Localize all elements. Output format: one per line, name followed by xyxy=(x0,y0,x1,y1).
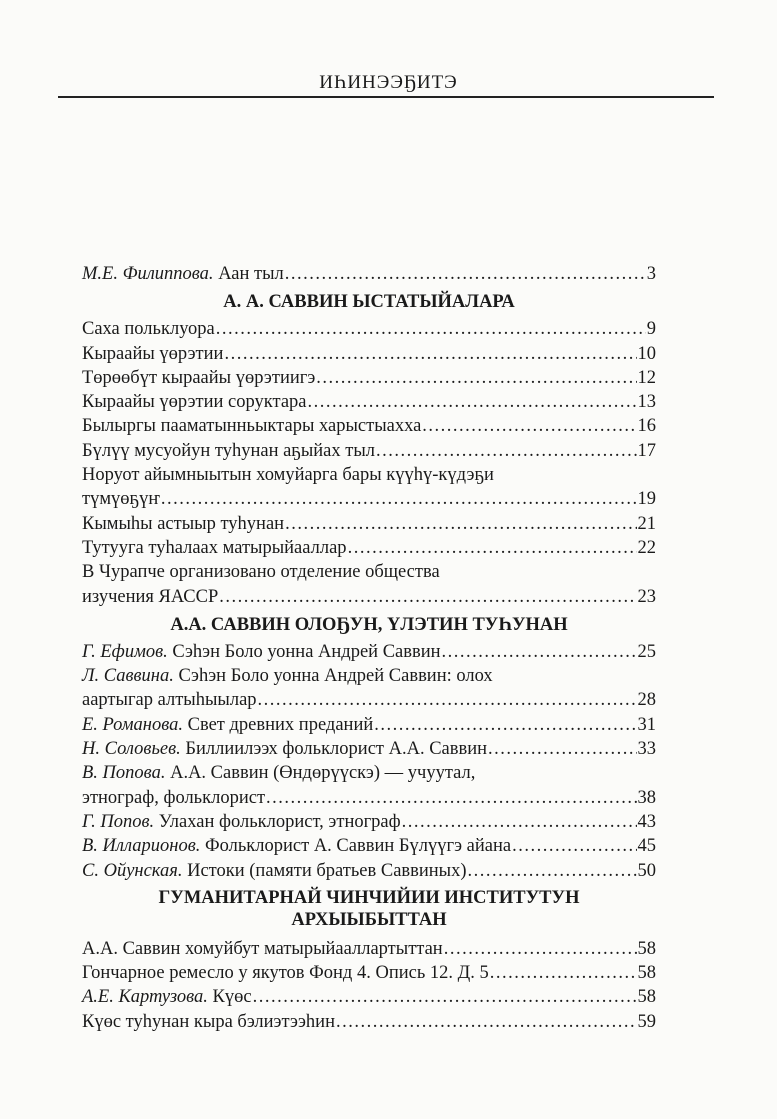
dot-leader xyxy=(348,536,637,560)
entry-title: түмүөҕүҥ xyxy=(82,489,160,510)
dot-leader xyxy=(161,487,637,511)
entry-author: С. Ойунская. xyxy=(82,860,183,881)
toc-entry[interactable] xyxy=(82,342,656,366)
table-of-contents xyxy=(82,262,656,1034)
toc-entry[interactable] xyxy=(82,664,656,713)
dot-leader xyxy=(316,366,636,390)
entry-author: М.Е. Филиппова. xyxy=(82,264,214,284)
toc-entry[interactable] xyxy=(82,366,656,390)
dot-leader xyxy=(376,439,636,463)
entry-title: Аан тыл xyxy=(218,264,284,284)
toc-entry[interactable] xyxy=(82,536,656,560)
page-number: 58 xyxy=(637,963,656,984)
dot-leader xyxy=(422,414,636,438)
page-number: 3 xyxy=(646,264,656,284)
running-head: ИҺИНЭЭҔИТЭ xyxy=(319,72,458,93)
entry-title: Бүлүү мусуойун туһунан аҕыйах тыл xyxy=(82,440,376,461)
entry-title: Гончарное ремесло у якутов Фонд 4. Опись 12. Д. 5 xyxy=(82,963,489,984)
dot-leader xyxy=(285,262,646,286)
entry-author: Г. Попов. xyxy=(82,811,155,832)
entry-title: Биллиилээх фольклорист А.А. Саввин xyxy=(185,739,488,760)
entry-title: Кыраайы үөрэтии xyxy=(82,343,224,364)
dot-leader xyxy=(444,937,637,961)
section-heading xyxy=(82,887,656,931)
entry-author: Е. Романова. xyxy=(82,714,183,735)
page-number: 43 xyxy=(637,811,656,832)
page-number: 10 xyxy=(637,343,656,364)
section-heading-line: А. А. САВВИН ЫСТАТЫЙАЛАРА xyxy=(223,292,515,313)
toc-entry[interactable] xyxy=(82,262,656,286)
dot-leader xyxy=(224,342,636,366)
entry-title: Норуот айымныытын хомуйарга бары күүһү-күдэҕи xyxy=(82,465,494,486)
entry-title: Күөс xyxy=(212,987,252,1008)
entry-title: изучения ЯАССР xyxy=(82,586,219,607)
entry-title: Кымыһы астыыр туһунан xyxy=(82,513,285,534)
page-number: 16 xyxy=(637,416,656,437)
page-number: 45 xyxy=(637,836,656,857)
entry-author: А.Е. Картузова. xyxy=(82,987,208,1008)
entry-author: Н. Соловьев. xyxy=(82,739,181,760)
entry-title: Күөс туһунан кыра бэлиэтээһин xyxy=(82,1011,335,1032)
toc-entry[interactable] xyxy=(82,859,656,883)
toc-entry[interactable] xyxy=(82,390,656,414)
dot-leader xyxy=(336,1010,637,1034)
toc-entry[interactable] xyxy=(82,985,656,1009)
entry-author: Л. Саввина. xyxy=(82,666,174,687)
entry-author: В. Илларионов. xyxy=(82,836,201,857)
page-number: 58 xyxy=(637,938,656,959)
entry-title: Свет древних преданий xyxy=(187,714,374,735)
page-number: 22 xyxy=(637,537,656,558)
dot-leader xyxy=(216,317,646,341)
entry-title: Сэһэн Боло уонна Андрей Саввин xyxy=(172,641,441,662)
page-number: 59 xyxy=(637,1011,656,1032)
entry-title: Истоки (памяти братьев Саввиных) xyxy=(187,860,467,881)
dot-leader xyxy=(374,713,636,737)
entry-title: В Чурапче организовано отделение общества xyxy=(82,562,440,583)
entry-title: Улахан фольклорист, этнограф xyxy=(158,811,401,832)
page-number: 28 xyxy=(637,690,656,711)
section-heading-line: ГУМАНИТАРНАЙ ЧИНЧИЙИИ ИНСТИТУТУН xyxy=(158,887,580,908)
dot-leader xyxy=(266,786,636,810)
entry-title: этнограф, фольклорист xyxy=(82,787,266,808)
entry-title: Төрөөбүт кыраайы үөрэтиигэ xyxy=(82,367,316,388)
header-rule xyxy=(58,96,714,98)
toc-entry[interactable] xyxy=(82,961,656,985)
dot-leader xyxy=(468,859,637,883)
toc-entry[interactable] xyxy=(82,834,656,858)
toc-entry[interactable] xyxy=(82,640,656,664)
page-number: 25 xyxy=(637,641,656,662)
entry-author: В. Попова. xyxy=(82,763,166,784)
entry-title: Саха польклуора xyxy=(82,319,215,340)
dot-leader xyxy=(490,961,637,985)
section-heading xyxy=(82,290,656,314)
page-number: 33 xyxy=(637,739,656,760)
page-number: 13 xyxy=(637,392,656,413)
toc-entry[interactable] xyxy=(82,737,656,761)
page-number: 21 xyxy=(637,513,656,534)
entry-author: Г. Ефимов. xyxy=(82,641,168,662)
entry-title: А.А. Саввин хомуйбут матырыйааллартыттан xyxy=(82,938,443,959)
toc-entry[interactable] xyxy=(82,713,656,737)
toc-entry[interactable] xyxy=(82,463,656,512)
toc-entry[interactable] xyxy=(82,1010,656,1034)
toc-entry[interactable] xyxy=(82,810,656,834)
section-heading-line: АРХЫЫБЫТТАН xyxy=(291,909,447,930)
page-number: 19 xyxy=(637,489,656,510)
toc-entry[interactable] xyxy=(82,439,656,463)
page-number: 38 xyxy=(637,787,656,808)
toc-entry[interactable] xyxy=(82,512,656,536)
page-number: 9 xyxy=(646,319,656,340)
toc-entry[interactable] xyxy=(82,761,656,810)
page-number: 58 xyxy=(637,987,656,1008)
entry-title: Кыраайы үөрэтии соруктара xyxy=(82,392,307,413)
entry-title: Тутууга туһалаах матырыйааллар xyxy=(82,537,347,558)
dot-leader xyxy=(285,512,636,536)
toc-entry[interactable] xyxy=(82,560,656,609)
dot-leader xyxy=(512,834,636,858)
toc-entry[interactable] xyxy=(82,414,656,438)
entry-title: А.А. Саввин (Өндөрүүскэ) — учуутал, xyxy=(170,763,476,784)
dot-leader xyxy=(253,985,637,1009)
page-number: 23 xyxy=(637,586,656,607)
page-number: 31 xyxy=(637,714,656,735)
dot-leader xyxy=(488,737,636,761)
toc-entry[interactable] xyxy=(82,937,656,961)
section-heading-line: А.А. САВВИН ОЛОҔУН, ҮЛЭТИН ТУҺУНАН xyxy=(170,614,568,635)
dot-leader xyxy=(308,390,637,414)
dot-leader xyxy=(258,688,637,712)
page-number: 12 xyxy=(637,367,656,388)
page-number: 50 xyxy=(637,860,656,881)
entry-title: аартыгар алтыһыылар xyxy=(82,690,257,711)
section-heading xyxy=(82,613,656,637)
dot-leader xyxy=(219,585,636,609)
dot-leader xyxy=(442,640,637,664)
entry-title: Сэһэн Боло уонна Андрей Саввин: олох xyxy=(178,666,493,687)
entry-title: Фольклорист А. Саввин Бүлүүгэ айана xyxy=(204,836,512,857)
page-number: 17 xyxy=(637,440,656,461)
entry-title: Былыргы пааматынньыктары харыстыахха xyxy=(82,416,422,437)
toc-entry[interactable] xyxy=(82,317,656,341)
dot-leader xyxy=(402,810,637,834)
